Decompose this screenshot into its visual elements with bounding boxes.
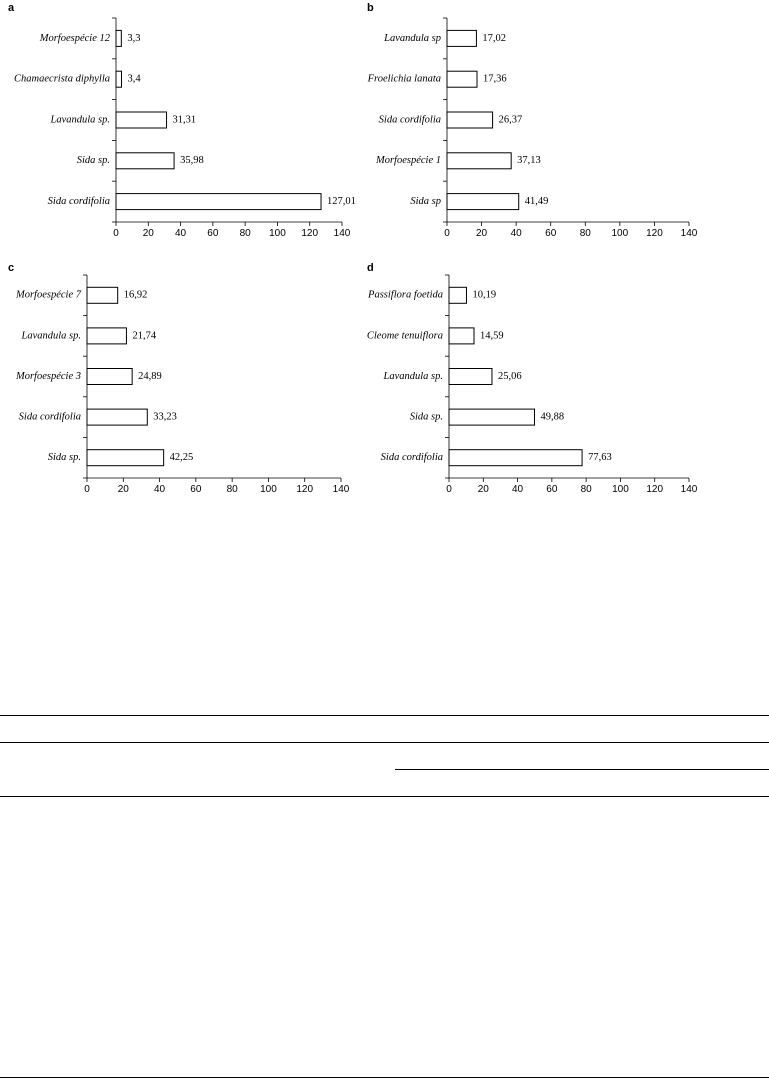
category-label: Sida cordifolia <box>380 452 443 464</box>
x-tick-label: 20 <box>117 484 129 495</box>
category-label: Sida cordifolia <box>18 411 81 423</box>
data-label: 3,4 <box>127 73 141 85</box>
data-label: 10,19 <box>472 289 497 301</box>
data-label: 49,88 <box>540 411 565 423</box>
bar <box>447 30 476 46</box>
data-label: 41,49 <box>524 196 549 208</box>
bar <box>116 71 121 87</box>
bar <box>447 112 493 128</box>
data-label: 17,02 <box>482 32 507 44</box>
panel-label: d <box>367 261 374 274</box>
x-tick-label: 0 <box>84 484 90 495</box>
x-tick-label: 20 <box>477 484 489 495</box>
category-label: Cleome tenuiflora <box>366 330 443 342</box>
x-tick-label: 0 <box>446 484 452 495</box>
panel-label: c <box>8 261 15 274</box>
x-tick-label: 120 <box>296 484 314 495</box>
data-label: 17,36 <box>483 73 507 85</box>
x-tick-label: 60 <box>190 484 202 495</box>
data-label: 21,74 <box>132 330 157 342</box>
x-tick-label: 40 <box>510 228 522 239</box>
x-tick-label: 140 <box>333 228 351 239</box>
x-tick-label: 80 <box>226 484 238 495</box>
chart-panel-a <box>8 2 356 239</box>
data-label: 14,59 <box>480 330 504 342</box>
bar <box>116 30 121 46</box>
category-label: Morfoespécie 3 <box>15 370 81 382</box>
data-label: 31,31 <box>172 114 197 126</box>
category-label: Morfoespécie 1 <box>375 155 441 167</box>
bar <box>449 369 492 385</box>
x-tick-label: 100 <box>612 484 629 495</box>
bar <box>447 153 511 169</box>
x-tick-label: 120 <box>301 228 319 239</box>
data-label: 35,98 <box>180 155 204 167</box>
x-tick-label: 140 <box>332 484 350 495</box>
table-header-rule <box>0 742 769 743</box>
bar <box>116 153 174 169</box>
x-tick-label: 100 <box>611 228 629 239</box>
bar <box>116 194 321 210</box>
category-label: Sida cordifolia <box>378 114 441 126</box>
category-label: Lavandula sp. <box>21 330 81 342</box>
chart-panel-d <box>367 262 698 495</box>
data-label: 42,25 <box>169 452 194 464</box>
category-label: Chamaecrista diphylla <box>14 73 110 85</box>
data-label: 26,37 <box>498 114 523 126</box>
x-tick-label: 80 <box>580 484 592 495</box>
category-label: Morfoespécie 7 <box>15 289 81 301</box>
x-tick-label: 20 <box>142 228 154 239</box>
x-tick-label: 60 <box>545 228 557 239</box>
table-bottom-rule <box>0 796 769 797</box>
chart-panel-b <box>367 2 698 239</box>
category-label: Sida cordifolia <box>47 196 110 208</box>
table-top-rule <box>0 715 769 716</box>
x-tick-label: 0 <box>113 228 119 239</box>
bar <box>449 328 474 344</box>
x-tick-label: 140 <box>680 228 698 239</box>
bar <box>87 369 132 385</box>
chart-canvas <box>0 0 769 520</box>
x-tick-label: 120 <box>646 484 664 495</box>
bar <box>87 328 126 344</box>
data-label: 33,23 <box>153 411 177 423</box>
chart-panel-c <box>8 262 350 495</box>
category-label: Lavandula sp. <box>383 370 443 382</box>
x-tick-label: 40 <box>175 228 187 239</box>
x-tick-label: 0 <box>444 228 450 239</box>
category-label: Lavandula sp <box>384 32 441 44</box>
category-label: Froelichia lanata <box>367 73 441 85</box>
chart-figure <box>0 0 769 520</box>
bar <box>87 450 164 466</box>
bar <box>447 194 519 210</box>
x-tick-label: 120 <box>646 228 663 239</box>
bar <box>447 71 477 87</box>
x-tick-label: 100 <box>269 228 286 239</box>
category-label: Sida sp. <box>409 411 443 423</box>
x-tick-label: 100 <box>260 484 277 495</box>
x-tick-label: 40 <box>154 484 166 495</box>
data-label: 77,63 <box>588 452 612 464</box>
category-label: Sida sp. <box>47 452 81 464</box>
data-label: 127,01 <box>327 196 356 208</box>
page-footer-rule <box>0 1077 769 1078</box>
x-tick-label: 20 <box>476 228 488 239</box>
bar <box>449 450 582 466</box>
category-label: Lavandula sp. <box>50 114 110 126</box>
panel-label: a <box>8 1 15 14</box>
x-tick-label: 80 <box>239 228 251 239</box>
category-label: Sida sp. <box>76 155 110 167</box>
x-tick-label: 40 <box>512 484 524 495</box>
data-label: 37,13 <box>517 155 541 167</box>
x-tick-label: 60 <box>207 228 219 239</box>
data-label: 3,3 <box>127 32 141 44</box>
bar <box>87 287 118 303</box>
data-label: 25,06 <box>497 370 522 382</box>
x-tick-label: 80 <box>579 228 591 239</box>
bar <box>87 409 147 425</box>
x-tick-label: 60 <box>546 484 558 495</box>
category-label: Morfoespécie 12 <box>39 32 110 44</box>
bar <box>449 287 466 303</box>
category-label: Passiflora foetida <box>368 289 443 301</box>
bar <box>116 112 167 128</box>
category-label: Sida sp <box>410 196 441 208</box>
data-label: 24,89 <box>138 370 162 382</box>
table-subheader-rule <box>395 769 769 770</box>
x-tick-label: 140 <box>680 484 698 495</box>
panel-label: b <box>367 1 374 14</box>
bar <box>449 409 535 425</box>
data-label: 16,92 <box>123 289 148 301</box>
